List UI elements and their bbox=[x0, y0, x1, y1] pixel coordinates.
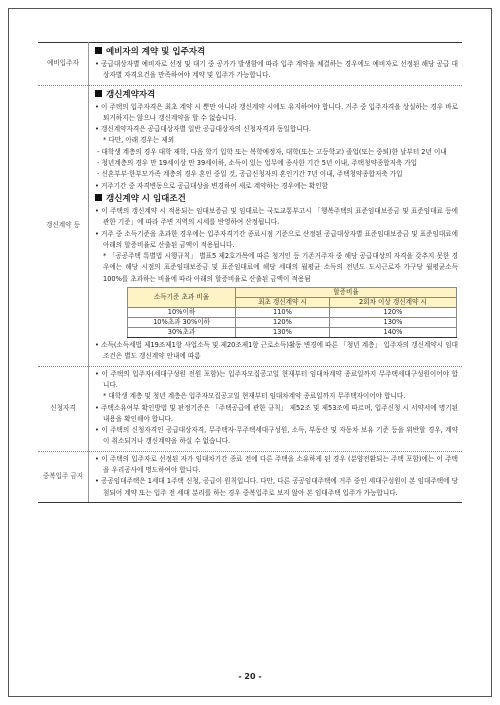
section-label: 갱신계약 등 bbox=[38, 85, 89, 366]
bullet-text: 이 주택의 입주자로 선정된 자가 임대차기간 종료 전에 다른 주택을 소유하게 된 경우 (분양전환되는 주택 포함)에는 이 주택을 우리공사에 명도하여야 합니다. bbox=[101, 454, 458, 475]
bullet-text: 갱신계약자격은 공급대상자별 일반 공급대상자의 신청자격과 동일합니다. bbox=[101, 125, 312, 134]
bullet-item bbox=[95, 369, 458, 392]
bullet-item bbox=[95, 340, 458, 363]
bullet-item bbox=[95, 229, 458, 252]
page-number: - 20 - bbox=[238, 672, 262, 681]
section-label: 신청자격 bbox=[38, 366, 89, 451]
table-row bbox=[128, 318, 457, 328]
table-cell: 130% bbox=[329, 318, 456, 328]
surcharge-table-head bbox=[128, 288, 457, 308]
bullet-item bbox=[95, 206, 458, 229]
bullet-item bbox=[95, 476, 458, 499]
section-body bbox=[89, 43, 463, 86]
bullet-dot: • bbox=[95, 125, 101, 134]
section-heading bbox=[95, 193, 458, 206]
bullet-dot: • bbox=[95, 341, 102, 350]
bullet-dot: • bbox=[95, 426, 102, 435]
bullet-dot: • bbox=[95, 181, 101, 190]
bullet-item bbox=[95, 403, 458, 426]
bullet-item bbox=[95, 124, 458, 135]
bullet-text: 공급대상자별 예비자로 선정 및 대기 중 공가가 발생함에 따라 입주 계약을 체결하는 경우에도 예비자로 선정된 해당 공급 대상자별 자격요건을 만족하여야 계약 및 입주가 가능합니다. bbox=[101, 60, 458, 80]
note-item: * 다만, 아래 경우는 제외 bbox=[103, 136, 175, 145]
note-item: * 대학생 계층 및 청년 계층은 입주자모집공고일 현재부터 임대차계약 종료일까지 무주택자이어야 합니다. bbox=[103, 392, 406, 401]
bullet-item bbox=[95, 102, 458, 125]
heading-text: 예비자의 계약 및 입주자격 bbox=[106, 47, 206, 57]
bullet-dot: • bbox=[95, 102, 102, 111]
subheader-cell: 최초 갱신계약 시 bbox=[236, 298, 330, 308]
section-heading bbox=[95, 89, 458, 102]
section-body bbox=[89, 85, 463, 366]
note-item: * 「공공주택 특별법 시행규칙」 별표5 제2호가목에 따른 청거인 등 기존거주자 중 해당 공급대상의 자격을 갖추지 못한 경우에는 해당 시점의 표준임대보증금 및 표준임대료에 해당 세대의 월평균 소득의 전년도 도시근로자 가구당 월평균소득 100%를 초과하는 비율에 따라 아래의 할증비율로 산출된 금액이 적용됨 bbox=[103, 252, 458, 283]
section-label: 예비입주자 bbox=[38, 43, 89, 86]
info-table bbox=[38, 42, 462, 503]
square-bullet-icon bbox=[95, 47, 102, 54]
heading-text: 갱신계약자격 bbox=[106, 89, 156, 100]
bullet-dot: • bbox=[95, 477, 102, 486]
dash-item: - 대학생 계층의 경우 대학 재학, 다음 학기 입학 또는 복학예정자, 대학(또는 고등학교) 졸업(또는 중퇴)한 날부터 2년 이내 bbox=[97, 147, 447, 156]
table-cell: 120% bbox=[236, 318, 330, 328]
bullet-dot: • bbox=[95, 206, 102, 215]
bullet-item bbox=[95, 425, 458, 448]
bullet-text: 주택소유여부 확인방법 및 판정기준은 「주택공급에 관한 규칙」 제52조 및 제53조에 따르며, 입주신청 시 서약서에 명기된 내용을 확인해야 합니다. bbox=[101, 403, 458, 423]
heading-text: 갱신계약 시 임대조건 bbox=[106, 193, 186, 204]
bullet-dot: • bbox=[95, 454, 102, 463]
section-label: 중복입주 금지 bbox=[38, 451, 89, 502]
header-row bbox=[128, 288, 457, 298]
section-row bbox=[38, 85, 462, 366]
bullet-dot: • bbox=[95, 229, 102, 238]
bullet-text: 이 주택의 입주자격은 최초 계약 시 뿐만 아니라 갱신계약 시에도 유지하여야 합니다. 거주 중 입주자격을 상실하는 경우 바로 퇴거하지는 않으나 갱신계약을 할 수 없습니다. bbox=[101, 102, 458, 122]
section-heading bbox=[95, 46, 458, 59]
bullet-dot: • bbox=[95, 403, 102, 412]
bullet-text: 이 주택의 갱신계약 시 적용되는 임대보증금 및 임대료는 국토교통부고시 「행복주택의 표준임대보증금 및 표준임대료 등에 관한 기준」에 따라 주변 지역의 시세를 반영하여 산정됩니다. bbox=[101, 206, 458, 227]
table-cell: 130% bbox=[236, 328, 330, 338]
square-bullet-icon bbox=[95, 194, 102, 201]
table-cell: 110% bbox=[236, 308, 330, 318]
bullet-dot: • bbox=[95, 369, 102, 378]
square-bullet-icon bbox=[95, 90, 102, 97]
bullet-text: 거주 중 소득기준을 초과한 경우에는 입주자격기간 종료시점 기준으로 산정된 공급대상자별 표준임대보증금 및 표준임대료에 아래의 할증비율로 산출된 금액이 적용됩니다. bbox=[101, 229, 458, 249]
bullet-text: 거주기간 중 자격변동으로 공급대상을 변경하여 새로 계약하는 경우에는 확인함 bbox=[101, 181, 328, 190]
dash-item: - 신혼부부·한부모가족 계층의 경우 혼인 중일 것, 공급신청자의 혼인기간 7년 이내, 주택청약종합저축 가입 bbox=[97, 170, 403, 179]
table-cell: 10%이하 bbox=[128, 308, 236, 318]
table-cell: 10%초과 30%이하 bbox=[128, 318, 236, 328]
bullet-text: 이 주택의 신청자격인 공급대상자격, 무주택자·무주택세대구성원, 소득, 부동산 및 자동차 보유 기준 등을 위반할 경우, 계약이 취소되거나 갱신계약을 하실 수 없습니다. bbox=[101, 426, 458, 446]
header-income-ratio: 소득기준 초과 비율 bbox=[128, 288, 236, 308]
section-row bbox=[38, 366, 462, 451]
bullet-text: 공공임대주택은 1세대 1주택 신청, 공급이 원칙입니다. 다만, 다른 공공임대주택에 거주 중인 세대구성원이 본 임대주택에 당첨되어 계약 또는 입주 전 세대 분리를 하는 경우 중복입주로 보지 않아 본 임대주택 입주가 가능합니다. bbox=[101, 477, 458, 497]
dash-item: - 청년계층의 경우 만 19세이상 만 39세이하, 소득이 있는 업무에 종사한 기간 5년 이내, 주택청약종합저축 가입 bbox=[97, 159, 418, 168]
table-cell: 120% bbox=[329, 308, 456, 318]
header-surcharge-rate: 할증비율 bbox=[236, 288, 457, 298]
subheader-cell: 2회차 이상 갱신계약 시 bbox=[329, 298, 456, 308]
bullet-item bbox=[95, 59, 458, 82]
section-row bbox=[38, 43, 462, 86]
table-row bbox=[128, 308, 457, 318]
section-row bbox=[38, 451, 462, 502]
table-cell: 140% bbox=[329, 328, 456, 338]
surcharge-rate-table bbox=[127, 287, 457, 338]
bullet-item bbox=[95, 181, 458, 192]
bullet-item bbox=[95, 454, 458, 477]
table-cell: 30%초과 bbox=[128, 328, 236, 338]
bullet-text: 소득(소득세법 제19조제1항 사업소득 및 제20조제1항 근로소득)활동 변경에 따른 「청년 계층」 입주자의 갱신계약시 임대조건은 별도 갱신계약 안내에 따름 bbox=[101, 341, 458, 361]
surcharge-table-body bbox=[128, 308, 457, 338]
bullet-dot: • bbox=[95, 60, 102, 68]
section-body bbox=[89, 451, 463, 502]
table-row bbox=[128, 328, 457, 338]
section-body bbox=[89, 366, 463, 451]
bullet-text: 이 주택의 입주자(세대구성원 전원 포함)는 입주자모집공고일 현재부터 임대차계약 종료일까지 무주택세대구성원이어야 합니다. bbox=[101, 369, 458, 389]
